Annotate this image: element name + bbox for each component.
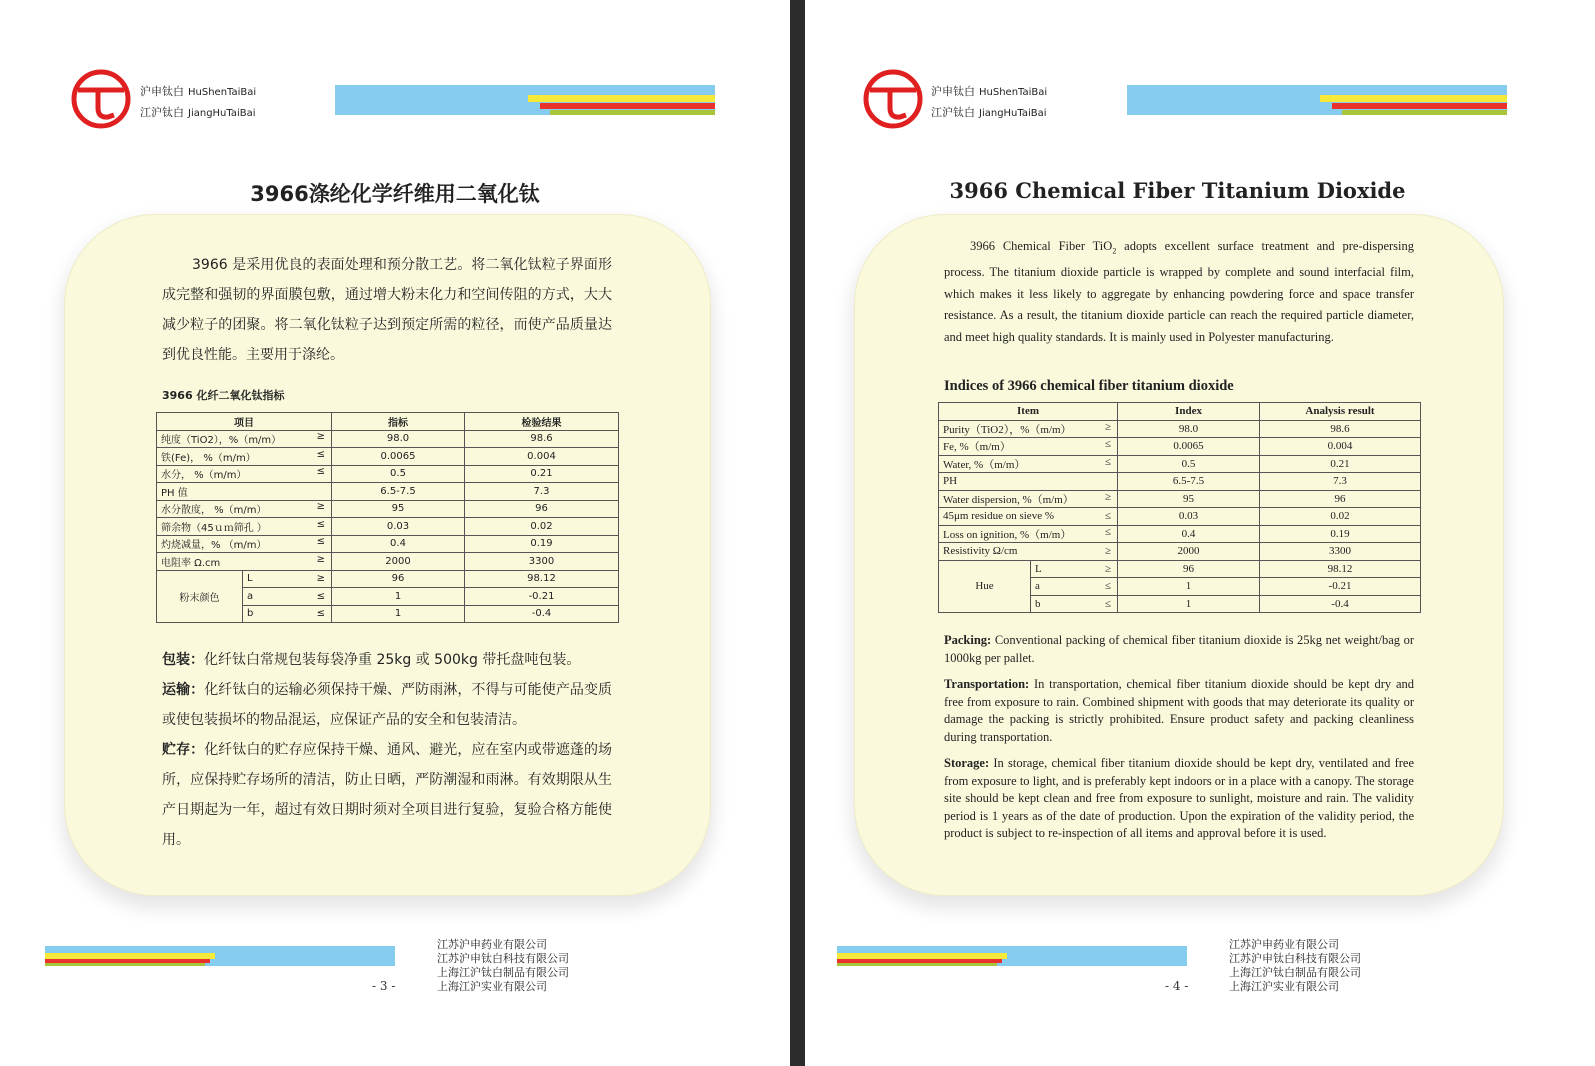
packing-note xyxy=(944,632,1414,667)
result-cell: 0.02 xyxy=(465,518,619,536)
packing-note xyxy=(162,645,612,675)
index-cell: 0.03 xyxy=(1118,508,1260,526)
company-2: 江苏沪申钛白科技有限公司 xyxy=(1229,952,1361,965)
result-cell: 3300 xyxy=(465,553,619,571)
item-cell xyxy=(157,483,332,501)
brand-line2-en: JiangHuTaiBai xyxy=(979,108,1047,119)
item-cell xyxy=(157,465,332,483)
company-3: 上海江沪钛白制品有限公司 xyxy=(1229,966,1361,979)
transport-label: 运输： xyxy=(162,682,205,698)
table-row xyxy=(939,525,1421,543)
table-row xyxy=(939,438,1421,456)
operator-symbol: ≤ xyxy=(316,448,325,460)
result-cell: 98.6 xyxy=(465,430,619,448)
color-sub-label: a xyxy=(1035,580,1040,593)
index-cell: 1 xyxy=(332,588,465,606)
storage-note xyxy=(944,755,1414,843)
operator-symbol: ≥ xyxy=(316,501,325,513)
index-cell: 98.0 xyxy=(332,430,465,448)
company-3: 上海江沪钛白制品有限公司 xyxy=(437,966,569,979)
storage-text: 化纤钛白的贮存应保持干燥、通风、避光，应在室内或带遮蓬的场所，应保持贮存场所的清洁，防止日晒，严防潮湿和雨淋。有效期限从生产日期起为一年，超过有效日期时须对全项目进行复验，复验合格方能使用。 xyxy=(162,742,613,848)
item-cell xyxy=(157,553,332,571)
item-label: 灼烧减量，% （m/m） xyxy=(161,540,267,552)
item-cell xyxy=(157,500,332,518)
index-cell: 0.03 xyxy=(332,518,465,536)
item-cell xyxy=(939,473,1118,491)
right-page xyxy=(805,0,1595,1066)
operator-symbol: ≤ xyxy=(316,536,325,548)
notes-section-cn xyxy=(162,645,612,855)
result-cell: 98.12 xyxy=(1260,560,1421,578)
page-divider xyxy=(790,0,805,1066)
result-cell: 0.19 xyxy=(1260,525,1421,543)
table-row xyxy=(939,543,1421,561)
intro-paragraph-cn: 3966 是采用优良的表面处理和预分散工艺。将二氧化钛粒子界面形成完整和强韧的界面膜包敷，通过增大粉末化力和空间传阻的方式，大大减少粒子的团聚。将二氧化钛粒子达到预定所需的粒径，而使产品质量达到优良性能。主要用于涤纶。 xyxy=(162,257,612,363)
hushen-logo-icon xyxy=(70,68,132,130)
item-cell xyxy=(939,420,1118,438)
table-row xyxy=(157,518,619,536)
color-sub-label: b xyxy=(247,608,254,620)
hushen-logo-icon xyxy=(862,68,924,130)
footer-company-list xyxy=(1229,938,1361,994)
table-row xyxy=(157,465,619,483)
table-row xyxy=(939,455,1421,473)
result-cell: 96 xyxy=(1260,490,1421,508)
color-label-cell: Hue xyxy=(939,560,1031,613)
item-cell xyxy=(939,438,1118,456)
result-cell: 0.21 xyxy=(465,465,619,483)
result-cell: 98.6 xyxy=(1260,420,1421,438)
index-cell: 95 xyxy=(332,500,465,518)
item-cell xyxy=(939,525,1118,543)
color-sub-cell xyxy=(1031,560,1118,578)
header-item: Item xyxy=(939,403,1118,421)
packing-text: 化纤钛白常规包装每袋净重 25kg 或 500kg 带托盘吨包装。 xyxy=(204,652,581,668)
operator-symbol: ≥ xyxy=(316,431,325,443)
index-cell: 6.5-7.5 xyxy=(332,483,465,501)
intro-subscript: 2 xyxy=(1112,246,1117,256)
index-cell: 98.0 xyxy=(1118,420,1260,438)
table-header-row xyxy=(939,403,1421,421)
table-row xyxy=(157,535,619,553)
operator-symbol: ≤ xyxy=(1104,438,1111,451)
item-cell xyxy=(157,430,332,448)
header-index: Index xyxy=(1118,403,1260,421)
index-cell: 1 xyxy=(1118,578,1260,596)
left-page xyxy=(0,0,790,1066)
index-cell: 0.5 xyxy=(1118,455,1260,473)
brand-line2-en: JiangHuTaiBai xyxy=(188,108,256,119)
company-4: 上海江沪实业有限公司 xyxy=(1229,980,1339,993)
brand-line1-cn: 沪申钛白 xyxy=(140,85,184,98)
index-cell: 0.4 xyxy=(1118,525,1260,543)
index-cell: 6.5-7.5 xyxy=(1118,473,1260,491)
table-row xyxy=(939,508,1421,526)
operator-symbol: ≤ xyxy=(316,518,325,530)
index-cell: 0.5 xyxy=(332,465,465,483)
table-row xyxy=(157,448,619,466)
header-result: Analysis result xyxy=(1260,403,1421,421)
header-item: 项目 xyxy=(157,413,332,431)
item-cell xyxy=(157,535,332,553)
operator-symbol: ≥ xyxy=(1104,562,1111,575)
color-sub-cell xyxy=(243,588,332,606)
operator-symbol: ≥ xyxy=(1104,490,1111,503)
index-cell: 0.4 xyxy=(332,535,465,553)
operator-symbol: ≤ xyxy=(1104,455,1111,468)
color-sub-cell xyxy=(243,570,332,588)
index-cell: 96 xyxy=(332,570,465,588)
brand-line1-cn: 沪申钛白 xyxy=(931,85,975,98)
packing-label: Packing: xyxy=(944,633,992,647)
transport-text: In transportation, chemical fiber titanium dioxide should be kept dry and free from exposure to rain. Combined shipment with goods that may deteriorate its quality or damage the packing is strictly prohibited. Ensure product safety and packing cleanliness during transportation. xyxy=(944,677,1414,744)
color-sub-label: L xyxy=(1035,562,1042,575)
result-cell: 7.3 xyxy=(1260,473,1421,491)
item-cell xyxy=(939,508,1118,526)
storage-text: In storage, chemical fiber titanium dioxide should be kept dry, ventilated and free from exposure to light, and is preferably kept indoors or in a place with a canopy. The storage site should be kept clean and free from exposure to sunlight, moisture and rain. The validity period is 1 years as of the date of production. Upon the expiration of the validity period, the product is subject to re-inspection of all items and approval before it is used. xyxy=(944,756,1414,840)
index-cell: 2000 xyxy=(332,553,465,571)
item-cell xyxy=(157,448,332,466)
page-number: - 4 - xyxy=(1165,979,1189,993)
color-sub-label: L xyxy=(247,573,253,585)
operator-symbol: ≤ xyxy=(316,466,325,478)
index-cell: 1 xyxy=(332,605,465,623)
page-title-en: 3966 Chemical Fiber Titanium Dioxide xyxy=(949,178,1406,203)
header-index: 指标 xyxy=(332,413,465,431)
packing-text: Conventional packing of chemical fiber titanium dioxide is 25kg net weight/bag or 1000kg per pallet. xyxy=(944,633,1414,665)
result-cell: -0.4 xyxy=(1260,595,1421,613)
table-row xyxy=(157,430,619,448)
index-cell: 96 xyxy=(1118,560,1260,578)
item-label: 纯度（TiO2），%（m/m） xyxy=(161,435,282,447)
result-cell: 0.02 xyxy=(1260,508,1421,526)
result-cell: -0.21 xyxy=(465,588,619,606)
page-number: - 3 - xyxy=(372,979,396,993)
table-title-en: Indices of 3966 chemical fiber titanium dioxide xyxy=(944,378,1234,394)
index-cell: 0.0065 xyxy=(1118,438,1260,456)
table-row xyxy=(157,500,619,518)
operator-symbol: ≤ xyxy=(1104,597,1111,610)
color-sub-label: a xyxy=(247,590,254,602)
index-cell: 95 xyxy=(1118,490,1260,508)
table-title-cn: 3966 化纤二氧化钛指标 xyxy=(162,389,285,402)
company-1: 江苏沪申药业有限公司 xyxy=(437,938,547,951)
table-row xyxy=(157,570,619,588)
storage-label: Storage: xyxy=(944,756,990,770)
operator-symbol: ≤ xyxy=(1104,525,1111,538)
item-cell xyxy=(157,518,332,536)
index-cell: 1 xyxy=(1118,595,1260,613)
transport-note xyxy=(162,675,612,735)
color-sub-cell xyxy=(1031,595,1118,613)
index-cell: 2000 xyxy=(1118,543,1260,561)
item-cell xyxy=(939,490,1118,508)
operator-symbol: ≤ xyxy=(316,608,325,620)
result-cell: 7.3 xyxy=(465,483,619,501)
item-label: 铁(Fe)， %（m/m） xyxy=(161,452,256,464)
operator-symbol: ≤ xyxy=(316,590,325,602)
item-label: 水分散度， %（m/m） xyxy=(161,505,267,517)
item-label: Fe, %（m/m） xyxy=(943,441,1011,454)
item-label: 电阻率 Ω.cm xyxy=(161,557,221,569)
brand-line1-en: HuShenTaiBai xyxy=(188,87,257,98)
operator-symbol: ≤ xyxy=(1104,510,1111,523)
table-row xyxy=(939,560,1421,578)
result-cell: 0.004 xyxy=(1260,438,1421,456)
company-1: 江苏沪申药业有限公司 xyxy=(1229,938,1339,951)
operator-symbol: ≥ xyxy=(316,573,325,585)
item-label: Water, %（m/m） xyxy=(943,458,1026,471)
transport-note xyxy=(944,676,1414,746)
table-row xyxy=(939,473,1421,491)
color-sub-cell xyxy=(1031,578,1118,596)
intro-paragraph-en xyxy=(944,236,1414,348)
brand-line1-en: HuShenTaiBai xyxy=(979,87,1048,98)
result-cell: 98.12 xyxy=(465,570,619,588)
transport-text: 化纤钛白的运输必须保持干燥、严防雨淋，不得与可能使产品变质或使包装损坏的物品混运，应保证产品的安全和包装清洁。 xyxy=(162,682,613,728)
result-cell: -0.4 xyxy=(465,605,619,623)
color-label-cell: 粉末颜色 xyxy=(157,570,243,623)
item-label: Resistivity Ω/cm xyxy=(943,545,1018,558)
table-row xyxy=(939,420,1421,438)
index-cell: 0.0065 xyxy=(332,448,465,466)
item-label: PH 值 xyxy=(161,487,188,499)
table-header-row xyxy=(157,413,619,431)
item-label: 筛余物（45ｕｍ筛孔 ） xyxy=(161,522,267,534)
item-label: Loss on ignition, %（m/m） xyxy=(943,528,1072,541)
operator-symbol: ≥ xyxy=(1104,545,1111,558)
transport-label: Transportation: xyxy=(944,677,1030,691)
notes-section-en xyxy=(944,632,1414,843)
company-4: 上海江沪实业有限公司 xyxy=(437,980,547,993)
footer-company-list xyxy=(437,938,569,994)
item-cell xyxy=(939,455,1118,473)
company-2: 江苏沪申钛白科技有限公司 xyxy=(437,952,569,965)
item-label: Water dispersion, %（m/m） xyxy=(943,493,1074,506)
item-cell xyxy=(939,543,1118,561)
storage-label: 贮存： xyxy=(162,742,205,758)
page-title-cn: 3966涤纶化学纤维用二氧化钛 xyxy=(250,182,540,206)
result-cell: 0.21 xyxy=(1260,455,1421,473)
color-sub-label: b xyxy=(1035,597,1041,610)
storage-note xyxy=(162,735,612,855)
operator-symbol: ≥ xyxy=(316,553,325,565)
table-row xyxy=(157,483,619,501)
table-row xyxy=(939,490,1421,508)
item-label: 45μm residue on sieve % xyxy=(943,510,1054,523)
header-result: 检验结果 xyxy=(465,413,619,431)
table-row xyxy=(157,553,619,571)
item-label: PH xyxy=(943,475,958,488)
result-cell: 0.004 xyxy=(465,448,619,466)
brand-line2-cn: 江沪钛白 xyxy=(931,106,975,119)
brand-names xyxy=(931,82,1047,124)
result-cell: 96 xyxy=(465,500,619,518)
operator-symbol: ≤ xyxy=(1104,580,1111,593)
result-cell: 3300 xyxy=(1260,543,1421,561)
spec-table-en xyxy=(938,402,1421,613)
packing-label: 包装： xyxy=(162,652,204,668)
result-cell: 0.19 xyxy=(465,535,619,553)
item-label: Purity（TiO2），%（m/m） xyxy=(943,423,1072,436)
brand-names xyxy=(140,82,256,124)
spec-table-cn xyxy=(156,412,619,623)
intro-rest: adopts excellent surface treatment and pre-dispersing process. The titanium dioxide particle is wrapped by complete and sound interfacial film, which makes it less likely to aggregate by enhancing powdering force and space transfer resistance. As a result, the titanium dioxide particle can reach the required particle diameter, and meet high quality standards. It is mainly used in Polyester manufacturing. xyxy=(944,239,1414,344)
operator-symbol: ≥ xyxy=(1104,420,1111,433)
result-cell: -0.21 xyxy=(1260,578,1421,596)
item-label: 水分， %（m/m） xyxy=(161,470,247,482)
brand-line2-cn: 江沪钛白 xyxy=(140,106,184,119)
color-sub-cell xyxy=(243,605,332,623)
intro-start: 3966 Chemical Fiber TiO xyxy=(970,239,1113,253)
